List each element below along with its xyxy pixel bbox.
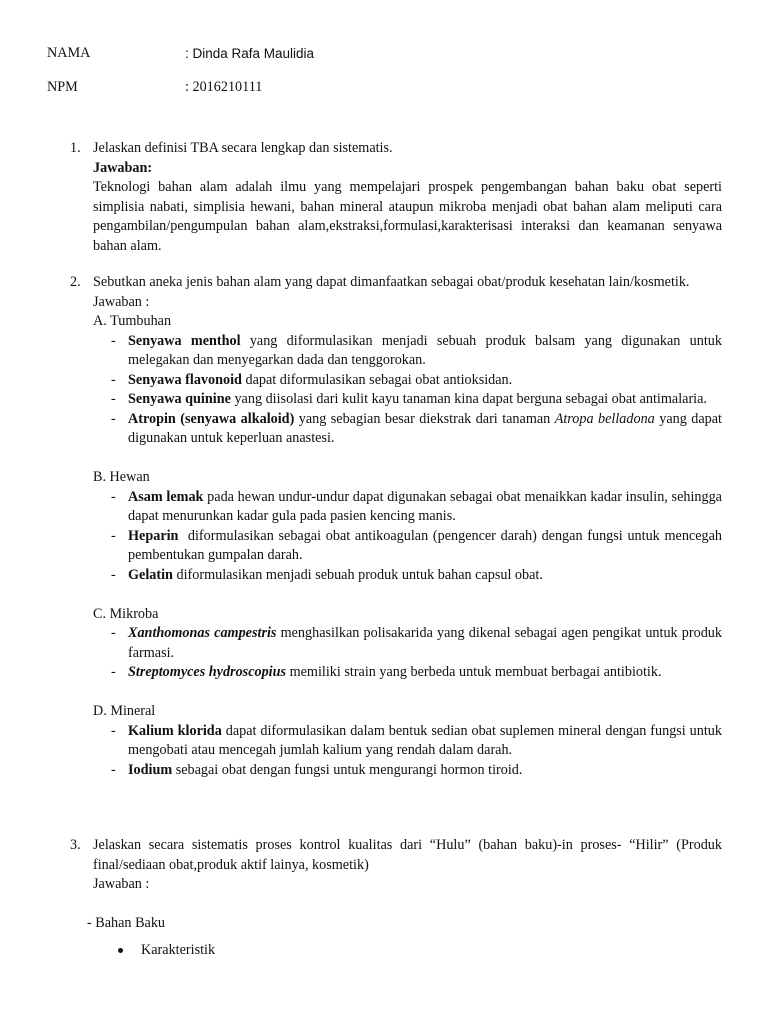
bullet-icon xyxy=(118,948,123,953)
item-list xyxy=(93,488,726,586)
answer-label: Jawaban : xyxy=(93,293,150,310)
section-title: B. Hewan xyxy=(93,469,150,485)
question-number: 1. xyxy=(70,140,81,156)
list-item: - Heparin diformulasikan sebagai obat antikoagulan (pengencer darah) dengan fungsi untuk mencegah pembentukan gumpalan darah. xyxy=(111,527,726,563)
question-number: 3. xyxy=(70,837,81,853)
npm-value: : 2016210111 xyxy=(185,79,263,95)
item-list xyxy=(93,624,722,683)
npm-label: NPM xyxy=(47,79,78,95)
list-item: - Senyawa menthol yang diformulasikan menjadi sebuah produk balsam yang digunakan untuk melegakan dan menyegarkan dada dan tenggorokan. xyxy=(111,332,722,368)
question-number: 2. xyxy=(70,274,81,290)
question-3 xyxy=(70,836,722,895)
question-text: Jelaskan secara sistematis proses kontrol kualitas dari “Hulu” (bahan baku)-in proses- “Hilir” (Produk final/sediaan obat,produk aktif lainya, kosmetik) xyxy=(93,837,722,873)
list-item: - Atropin (senyawa alkaloid) yang sebagian besar diekstrak dari tanaman Atropa belladona yang dapat digunakan untuk keperluan anastesi. xyxy=(111,410,722,446)
question-2 xyxy=(70,273,726,780)
item-list xyxy=(93,332,722,449)
list-item: - Senyawa quinine yang diisolasi dari kulit kayu tanaman kina dapat berguna sebagai obat antimalaria. xyxy=(111,391,707,407)
bullet-text: Karakteristik xyxy=(141,942,216,958)
question-text: Sebutkan aneka jenis bahan alam yang dapat dimanfaatkan sebagai obat/produk kesehatan lain/kosmetik. xyxy=(93,274,690,290)
list-item: - Asam lemak pada hewan undur-undur dapat digunakan sebagai obat menaikkan kadar insulin, sehingga dapat menurunkan kadar gula pada pasien kencing manis. xyxy=(111,488,722,524)
list-item: - Senyawa flavonoid dapat diformulasikan sebagai obat antioksidan. xyxy=(111,371,513,388)
list-item: - Kalium klorida dapat diformulasikan dalam bentuk sedian obat suplemen mineral dengan fungsi untuk mengobati atau mencegah jumlah kalium yang rendah dalam darah. xyxy=(111,722,722,758)
nama-label: NAMA xyxy=(47,45,91,61)
list-item: - Gelatin diformulasikan menjadi sebuah produk untuk bahan capsul obat. xyxy=(111,566,543,583)
section-title: D. Mineral xyxy=(93,703,156,719)
question-text: Jelaskan definisi TBA secara lengkap dan sistematis. xyxy=(93,140,393,156)
question-1 xyxy=(70,139,722,256)
answer-label: Jawaban: xyxy=(93,159,153,176)
list-item: - Iodium sebagai obat dengan fungsi untuk mengurangi hormon tiroid. xyxy=(111,761,523,778)
list-item: - Streptomyces hydroscopius memiliki strain yang berbeda untuk membuat berbagai antibiotik. xyxy=(111,664,662,680)
nama-value: : Dinda Rafa Maulidia xyxy=(185,46,315,61)
section-title: A. Tumbuhan xyxy=(93,313,172,329)
item-list xyxy=(93,722,722,781)
list-item: - Xanthomonas campestris menghasilkan polisakarida yang dikenal sebagai agen pengikat untuk produk farmasi. xyxy=(111,625,722,661)
section-title: C. Mikroba xyxy=(93,605,159,622)
answer-label: Jawaban : xyxy=(93,876,150,892)
answer-text: Teknologi bahan alam adalah ilmu yang mempelajari prospek pengembangan bahan baku obat seperti simplisia nabati, simplisia hewani, bahan mineral ataupun mikroba menjadi obat bahan alam meliputi cara pengambilan/pengumpulan bahan alam,ekstraksi,formulasi,karakterisasi interaksi dan keamanan senyawa bahan alam. xyxy=(93,179,722,254)
bahan-baku-heading: - Bahan Baku xyxy=(87,915,166,931)
